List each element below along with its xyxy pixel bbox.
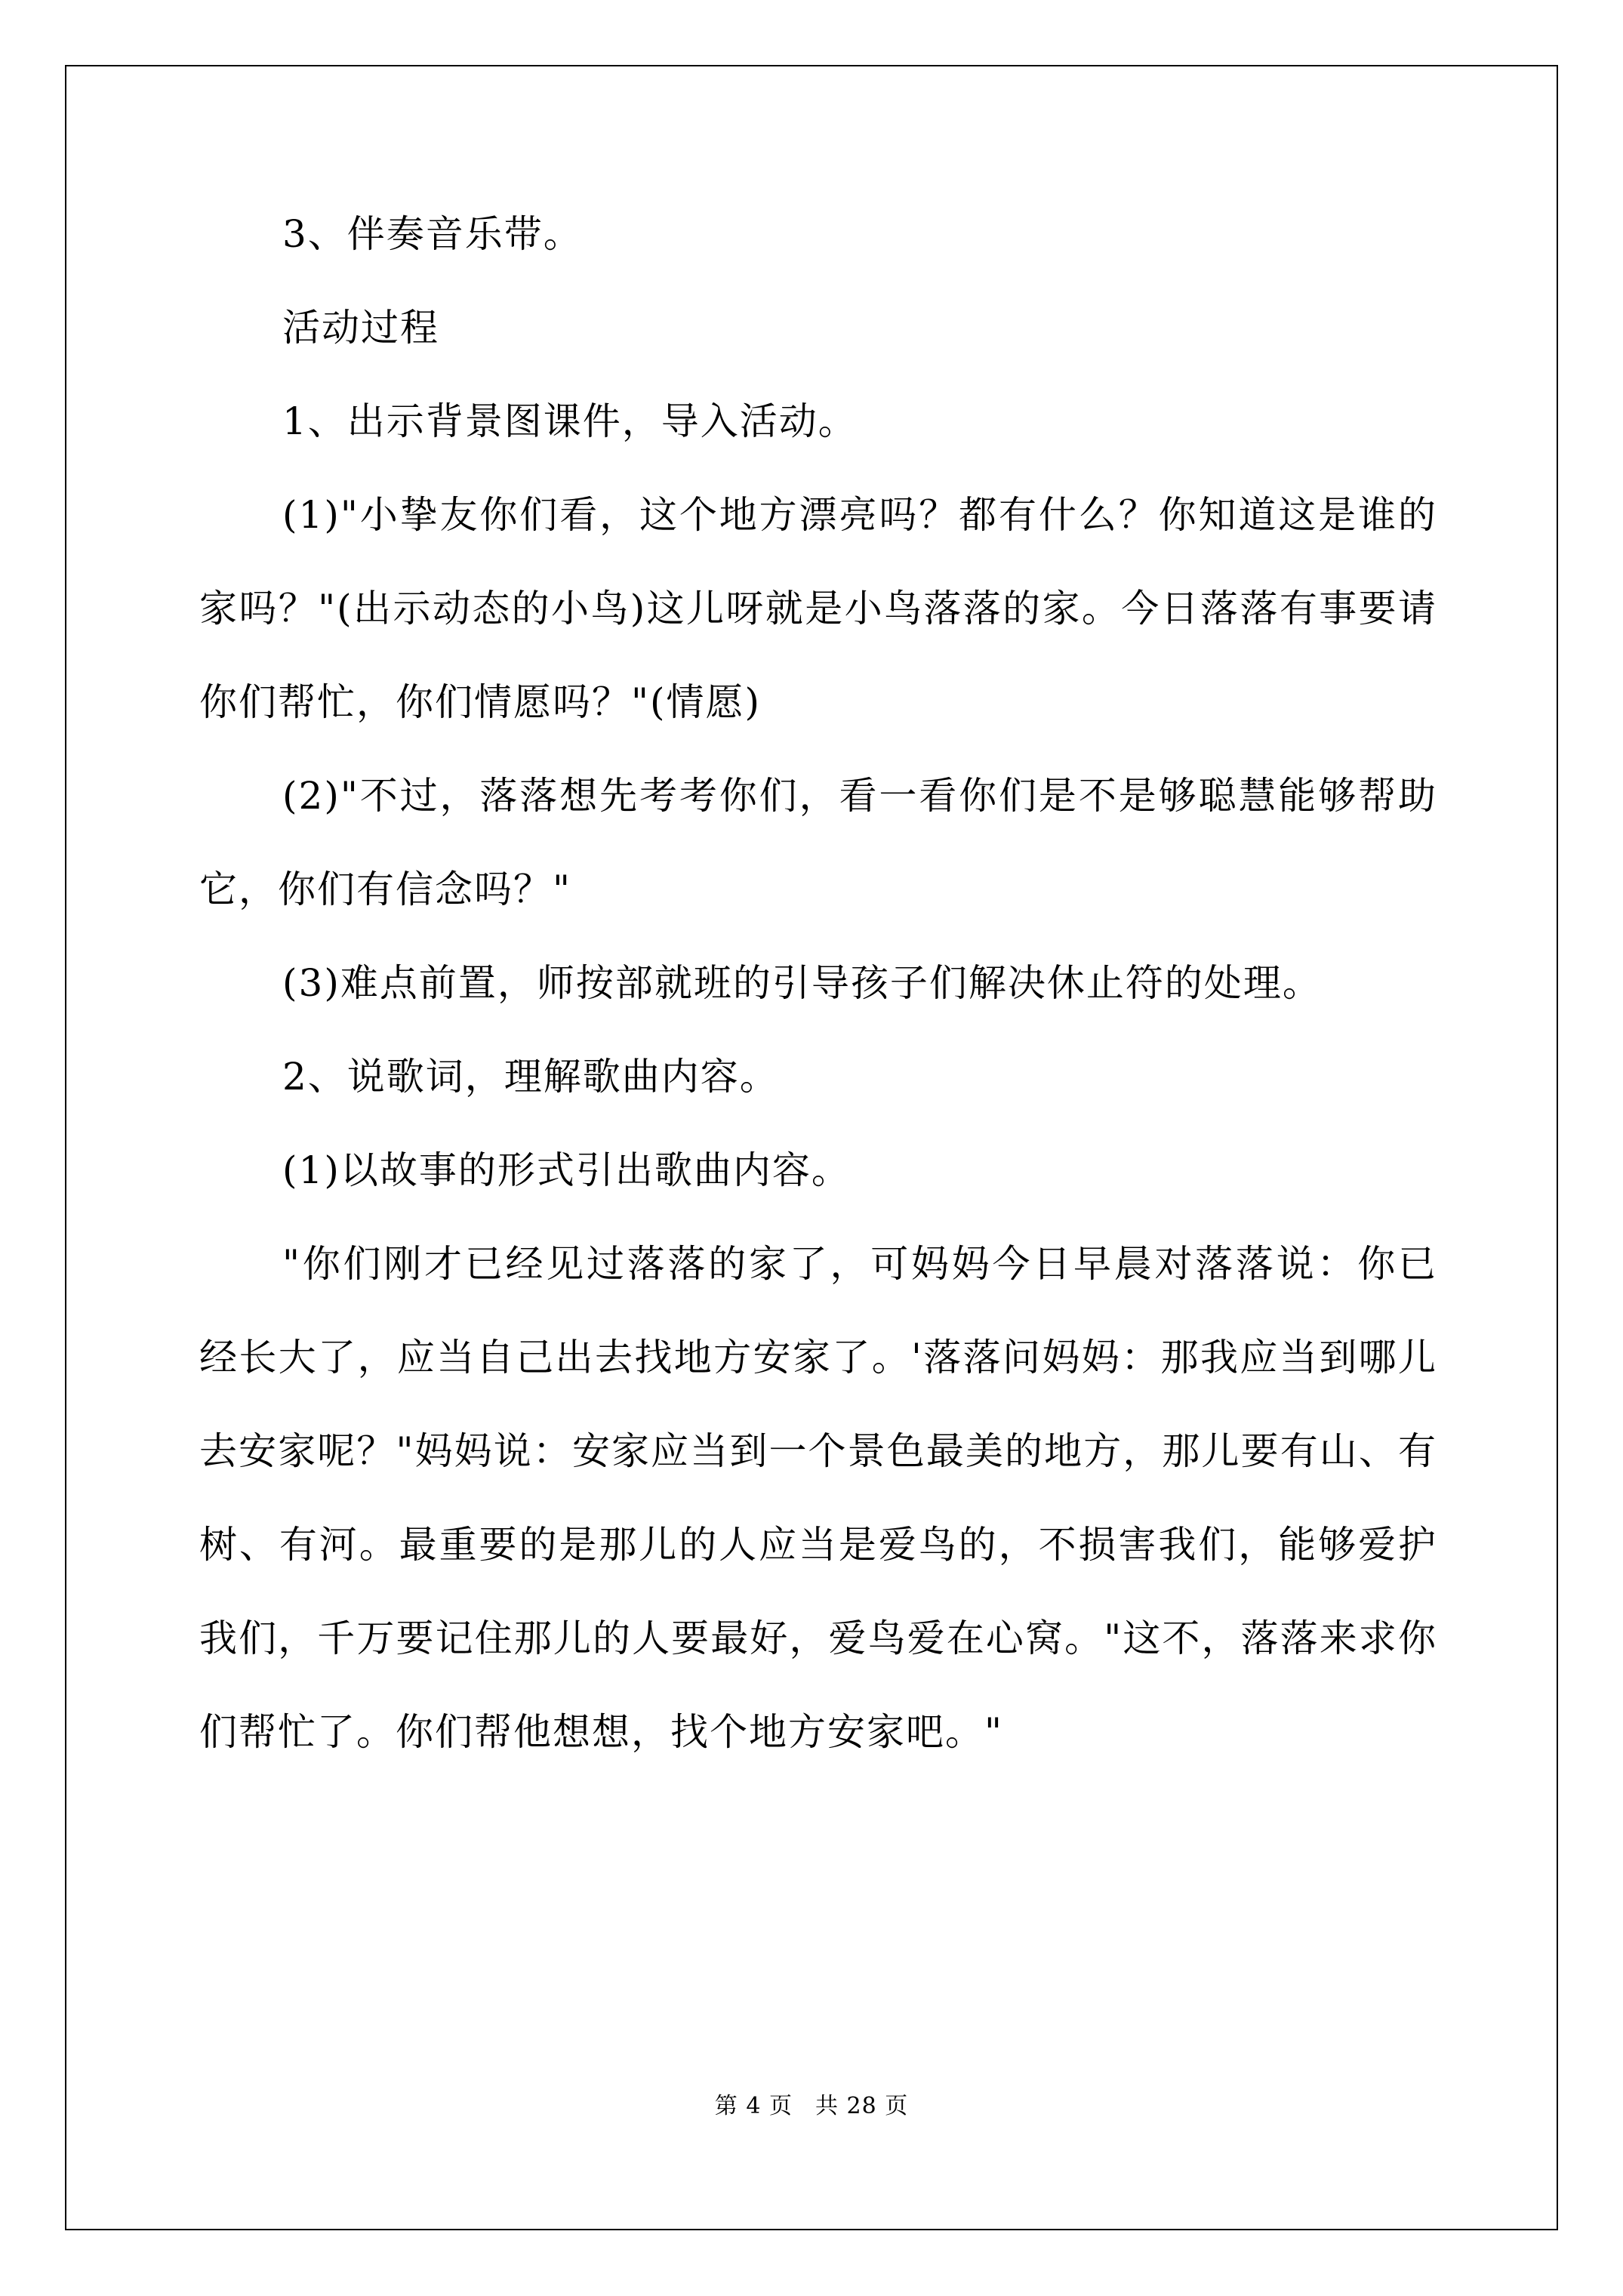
page-number-current: 第 4 页 <box>714 2093 793 2119</box>
paragraph-step-2-part-1: (1)以故事的形式引出歌曲内容。 <box>282 1148 851 1192</box>
document-body <box>199 187 1437 1779</box>
section-heading-activity-process: 活动过程 <box>282 306 439 350</box>
paragraph-step-1-part-3: (3)难点前置，师按部就班的引导孩子们解决休止符的处理。 <box>282 961 1322 1005</box>
paragraph-step-1-part-2: (2)"不过，落落想先考考你们，看一看你们是不是够聪慧能够帮助它，你们有信念吗？" <box>199 774 1437 911</box>
paragraph-step-2: 2、说歌词，理解歌曲内容。 <box>282 1055 779 1099</box>
paragraph-story-text: "你们刚才已经见过落落的家了，可妈妈今日早晨对落落说：你已经长大了，应当自己出去找地方安家了。'落落问妈妈：那我应当到哪儿去安家呢？"妈妈说：安家应当到一个景色最美的地方，那儿要有山、有树、有河。最重要的是那儿的人应当是爱鸟的，不损害我们，能够爱护我们，千万要记住那儿的人要最好，爱鸟爱在心窝。"这不，落落来求你们帮忙了。你们帮他想想，找个地方安家吧。" <box>199 1242 1437 1754</box>
page-footer <box>0 2091 1623 2122</box>
paragraph-step-1: 1、出示背景图课件，导入活动。 <box>282 399 858 443</box>
page-number-total: 共 28 页 <box>815 2093 909 2119</box>
paragraph-materials-item-3: 3、伴奏音乐带。 <box>282 212 583 256</box>
paragraph-step-1-part-1: (1)"小挚友你们看，这个地方漂亮吗？都有什么？你知道这是谁的家吗？"(出示动态的小鸟)这儿呀就是小鸟落落的家。今日落落有事要请你们帮忙，你们情愿吗？"(情愿) <box>199 493 1437 724</box>
